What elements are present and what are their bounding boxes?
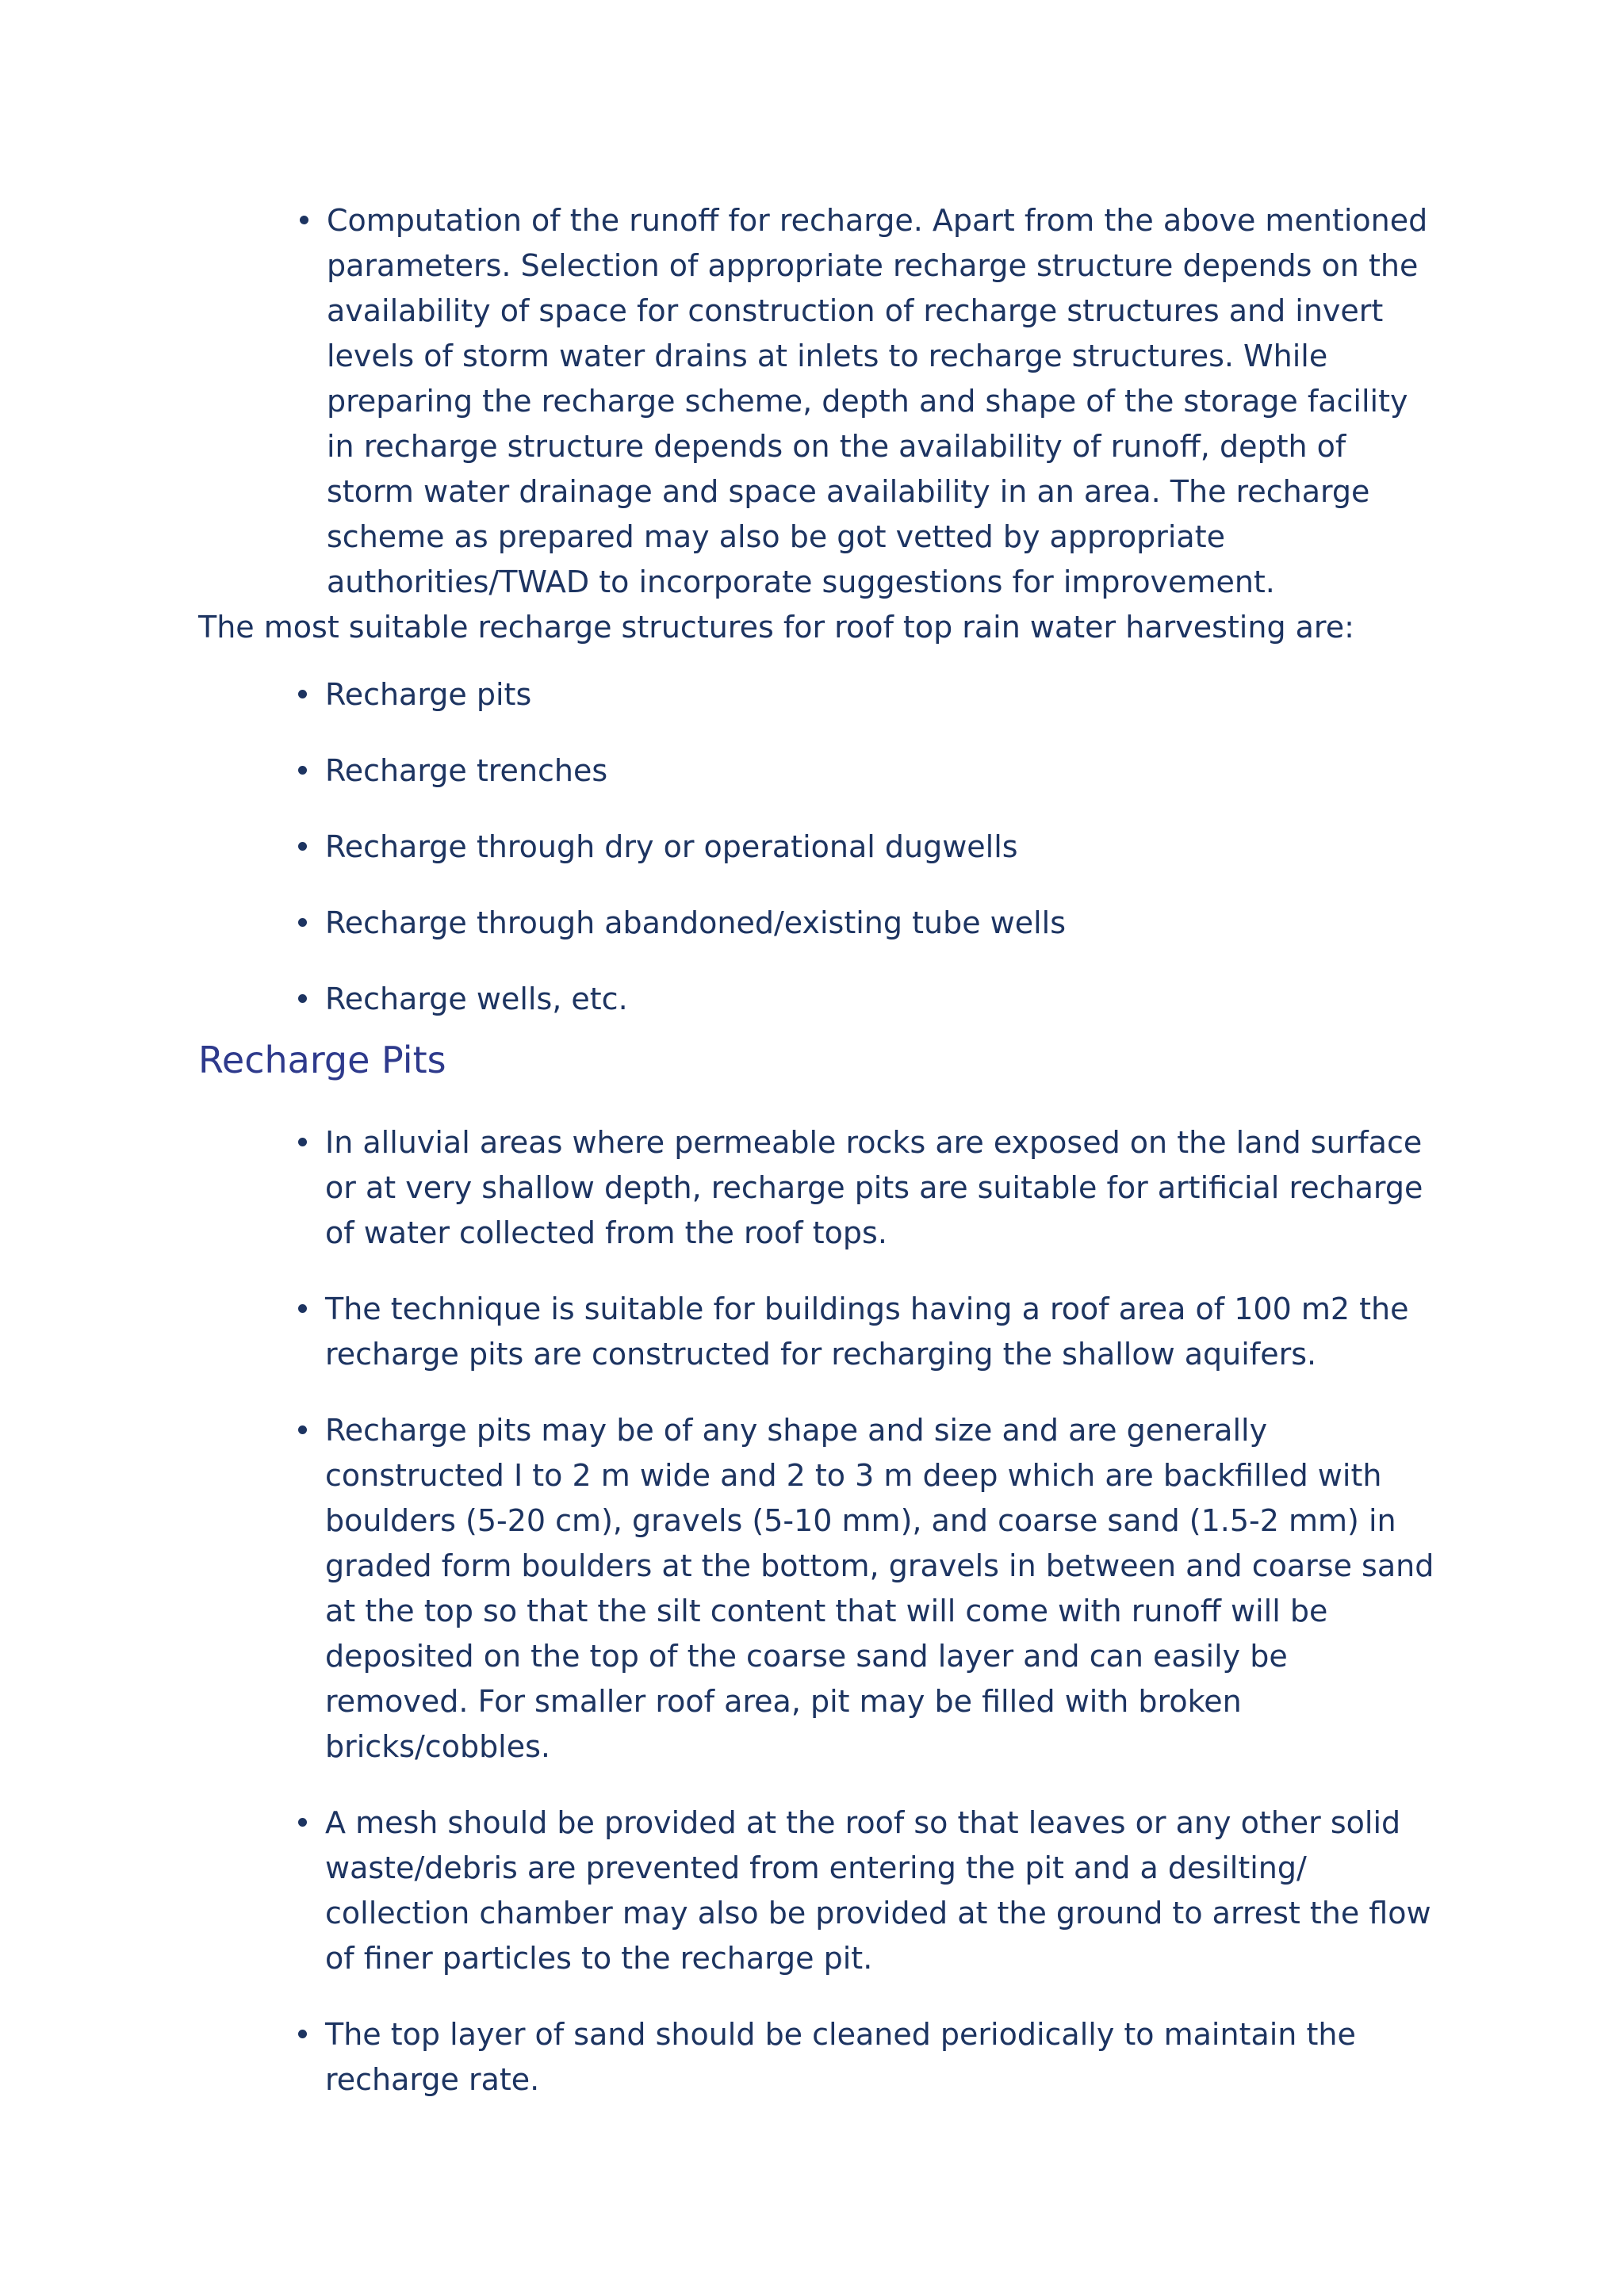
- list-item-text: The technique is suitable for buildings having a roof area of 100 m2 the recharge pits are constructed for recharging the shallow aquifers.: [325, 1292, 1409, 1372]
- list-item: [198, 977, 1435, 1022]
- bullet-icon: [295, 672, 325, 718]
- bullet-icon: [295, 901, 325, 946]
- structures-intro: The most suitable recharge structures for roof top rain water harvesting are:: [198, 610, 1354, 645]
- recharge-pits-list: [198, 1120, 1435, 2103]
- bullet-icon: [295, 1120, 325, 1165]
- bullet-icon: [295, 1800, 325, 1846]
- list-item-text: A mesh should be provided at the roof so that leaves or any other solid waste/debris are prevented from entering the pit and a desilting/ collection chamber may also be provided at the ground to arrest the flow of finer particles to the recharge pit.: [325, 1805, 1431, 1976]
- list-item-text: Recharge pits: [325, 677, 532, 712]
- bullet-icon: [295, 1408, 325, 1453]
- bullet-icon: [297, 198, 327, 243]
- list-item: [198, 1800, 1435, 1981]
- list-item-text: Computation of the runoff for recharge. Apart from the above mentioned parameters. Selection of appropriate recharge structure depends on the availability of space for construction of recharge structures and invert levels of storm water drains at inlets to recharge structures. While preparing the recharge scheme, depth and shape of the storage facility in recharge structure depends on the availability of runoff, depth of storm water drainage and space availability in an area. The recharge scheme as prepared may also be got vetted by appropriate authorities/TWAD to incorporate suggestions for improvement.: [327, 203, 1428, 599]
- list-item-text: Recharge pits may be of any shape and size and are generally constructed I to 2 m wide and 2 to 3 m deep which are backfilled with boulders (5-20 cm), gravels (5-10 mm), and coarse sand (1.5-2 mm) in graded form boulders at the bottom, gravels in between and coarse sand at the top so that the silt content that will come with runoff will be deposited on the top of the coarse sand layer and can easily be removed. For smaller roof area, pit may be filled with broken bricks/cobbles.: [325, 1413, 1434, 1764]
- list-item: [198, 825, 1435, 870]
- list-item: [198, 1408, 1435, 1770]
- list-item: [198, 1120, 1435, 1256]
- bullet-icon: [295, 748, 325, 794]
- list-item-text: Recharge wells, etc.: [325, 982, 628, 1016]
- list-item-text: Recharge through dry or operational dugwells: [325, 829, 1018, 864]
- bullet-icon: [295, 825, 325, 870]
- list-item: [198, 901, 1435, 946]
- list-item: [198, 2012, 1435, 2103]
- list-item-text: Recharge trenches: [325, 753, 608, 788]
- list-item-text: In alluvial areas where permeable rocks are exposed on the land surface or at very shallow depth, recharge pits are suitable for artificial recharge of water collected from the roof tops.: [325, 1125, 1423, 1250]
- bullet-icon: [295, 977, 325, 1022]
- runoff-list: [198, 198, 1435, 605]
- bullet-icon: [295, 1287, 325, 1332]
- bullet-icon: [295, 2012, 325, 2057]
- document-page: [198, 198, 1435, 2133]
- list-item: [198, 198, 1435, 605]
- list-item-text: The top layer of sand should be cleaned periodically to maintain the recharge rate.: [325, 2017, 1356, 2097]
- list-item-text: Recharge through abandoned/existing tube wells: [325, 905, 1067, 940]
- list-item: [198, 1287, 1435, 1377]
- structures-list: [198, 672, 1435, 1022]
- list-item: [198, 672, 1435, 718]
- list-item: [198, 748, 1435, 794]
- section-heading: Recharge Pits: [198, 1039, 446, 1081]
